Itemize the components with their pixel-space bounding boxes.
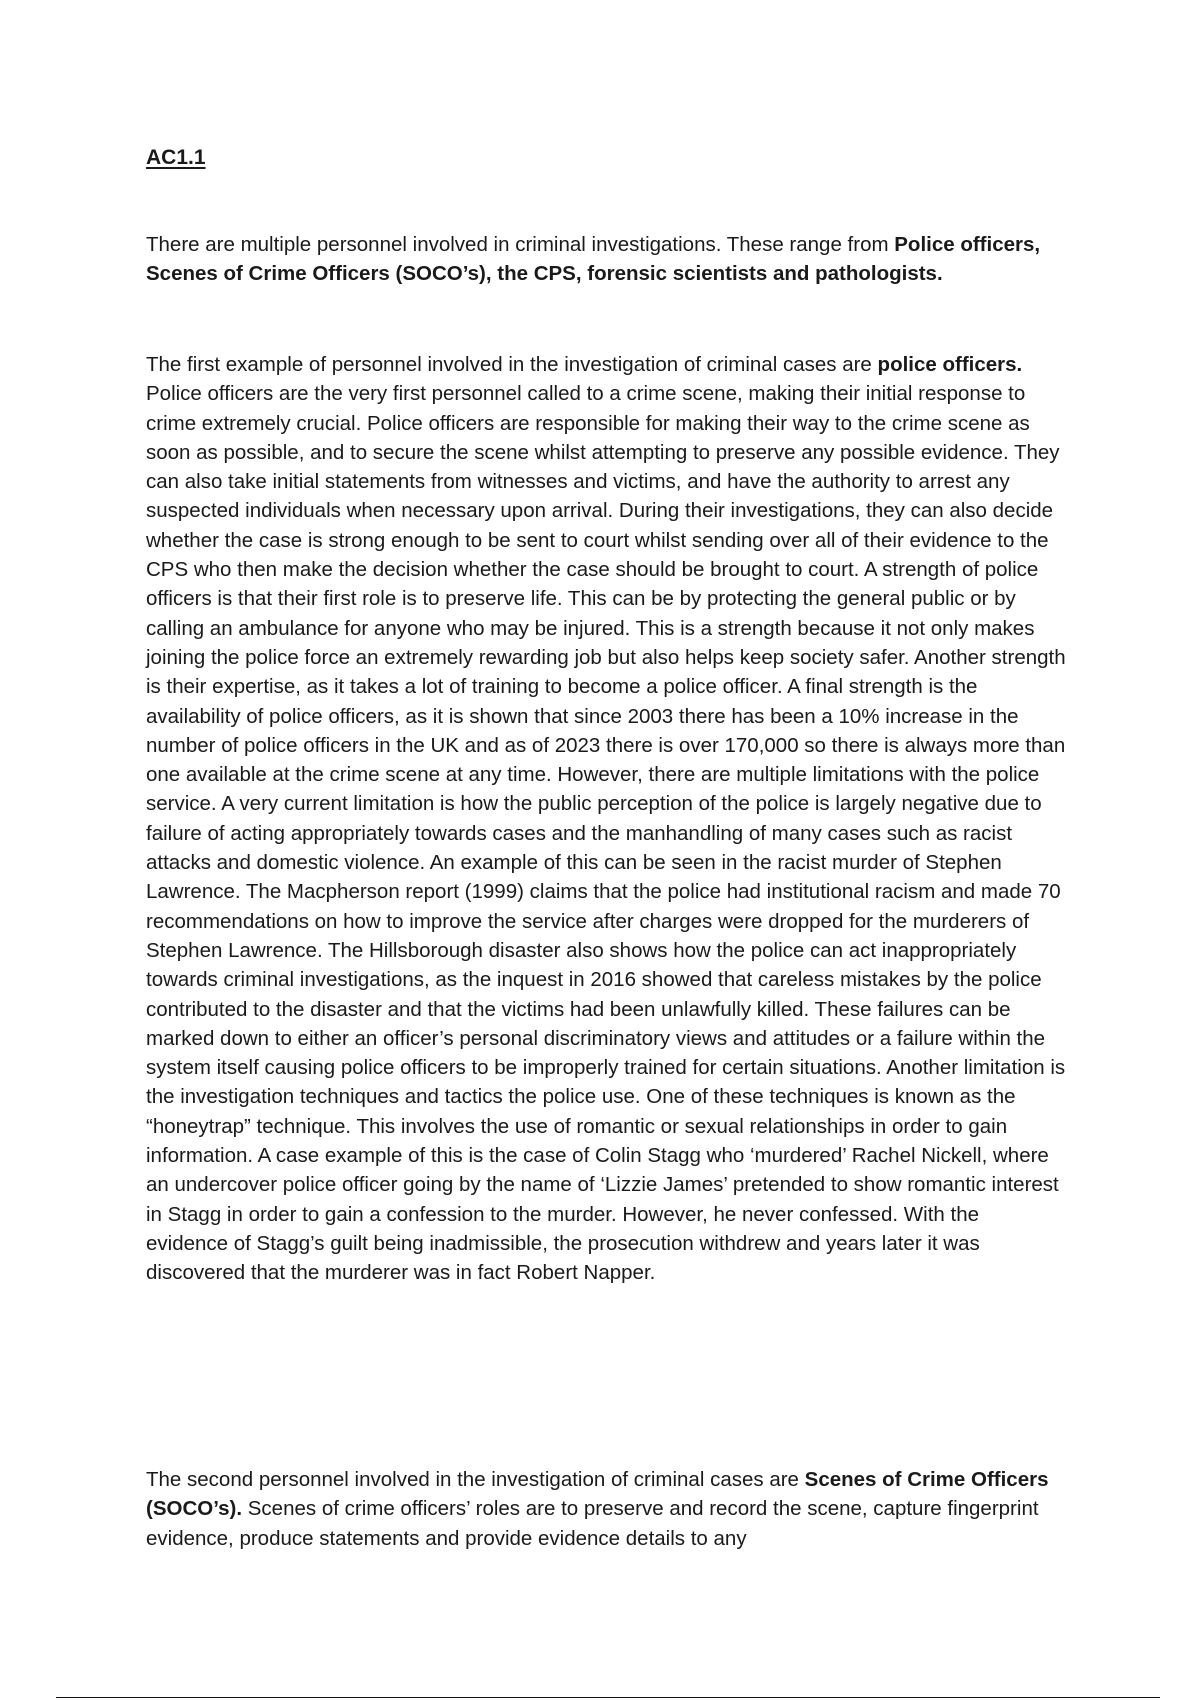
paragraph-intro	[146, 230, 1066, 289]
bold-text-run: Scenes of Crime Officers (SOCO’s).	[146, 1468, 1049, 1521]
text-run: Scenes of crime officers’ roles are to preserve and record the scene, capture fingerprint evidence, produce statements and provide evidence details to any	[146, 1497, 1039, 1550]
paragraph-soco	[146, 1465, 1066, 1553]
text-run: Police officers are the very first personnel called to a crime scene, making their initial response to crime extremely crucial. Police officers are responsible for making their way to the crime scene as soon as possible, and to secure the scene whilst attempting to preserve any possible evidence. They can also take initial statements from witnesses and victims, and have the authority to arrest any suspected individuals when necessary upon arrival. During their investigations, they can also decide whether the case is strong enough to be sent to court whilst sending over all of their evidence to the CPS who then make the decision whether the case should be brought to court. A strength of police officers is that their first role is to preserve life. This can be by protecting the general public or by calling an ambulance for anyone who may be injured. This is a strength because it not only makes joining the police force an extremely rewarding job but also helps keep society safer. Another strength is their expertise, as it takes a lot of training to become a police officer. A final strength is the availability of police officers, as it is shown that since 2003 there has been a 10% increase in the number of police officers in the UK and as of 2023 there is over 170,000 so there is always more than one available at the crime scene at any time. However, there are multiple limitations with the police service. A very current limitation is how the public perception of the police is largely negative due to failure of acting appropriately towards cases and the manhandling of many cases such as racist attacks and domestic violence. An example of this can be seen in the racist murder of Stephen Lawrence. The Macpherson report (1999) claims that the police had institutional racism and made 70 recommendations on how to improve the service after charges were dropped for the murderers of Stephen Lawrence. The Hillsborough disaster also shows how the police can act inappropriately towards criminal investigations, as the inquest in 2016 showed that careless mistakes by the police contributed to the disaster and that the victims had been unlawfully killed. These failures can be marked down to either an officer’s personal discriminatory views and attitudes or a failure within the system itself causing police officers to be improperly trained for certain situations. Another limitation is the investigation techniques and tactics the police use. One of these techniques is known as the “honeytrap” technique. This involves the use of romantic or sexual relationships in order to gain information. A case example of this is the case of Colin Stagg who ‘murdered’ Rachel Nickell, where an undercover police officer going by the name of ‘Lizzie James’ pretended to show romantic interest in Stagg in order to gain a confession to the murder. However, he never confessed. With the evidence of Stagg’s guilt being inadmissible, the prosecution withdrew and years later it was discovered that the murderer was in fact Robert Napper.	[146, 382, 1066, 1285]
text-run: The second personnel involved in the investigation of criminal cases are	[146, 1468, 805, 1491]
bold-text-run: Police officers, Scenes of Crime Officers (SOCO’s), the CPS, forensic scientists and pathologists.	[146, 233, 1041, 286]
page-bottom-rule	[56, 1697, 1160, 1698]
paragraph-police-officers	[146, 350, 1066, 1288]
bold-text-run: police officers.	[877, 353, 1023, 376]
text-run: There are multiple personnel involved in criminal investigations. These range from	[146, 233, 895, 256]
section-heading: AC1.1	[146, 146, 206, 169]
text-run: The first example of personnel involved in the investigation of criminal cases are	[146, 353, 878, 376]
